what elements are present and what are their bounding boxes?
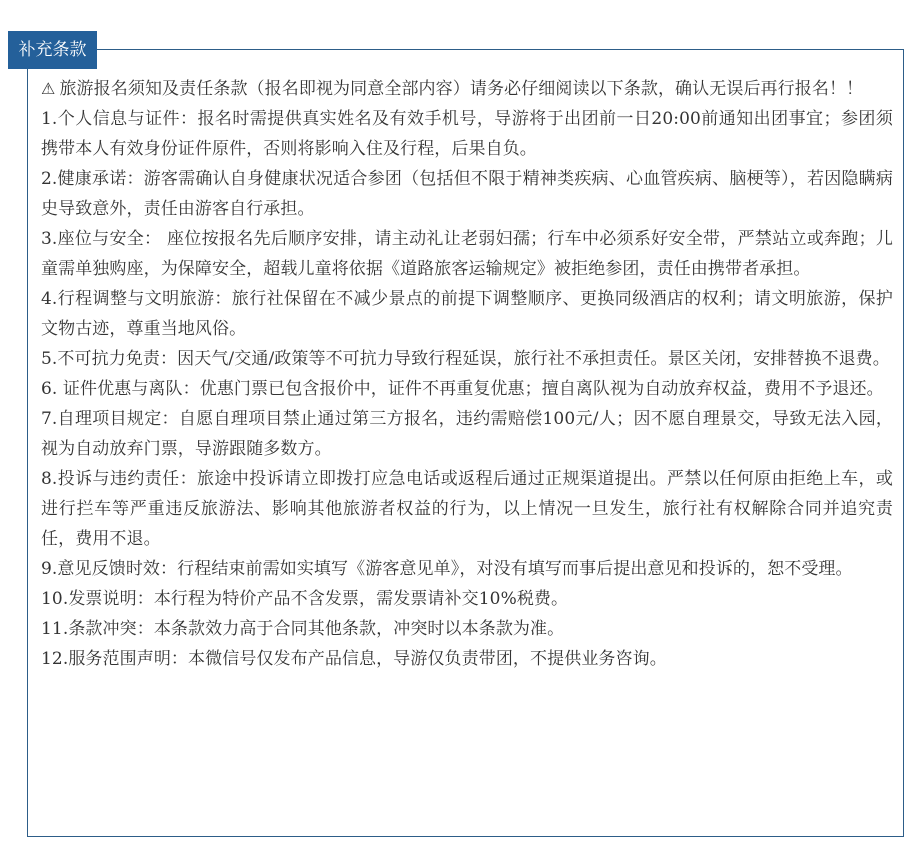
- clause-4: 4.行程调整与文明旅游：旅行社保留在不减少景点的前提下调整顺序、更换同级酒店的权利；请文明旅游，保护文物古迹，尊重当地风俗。: [41, 289, 893, 339]
- intro-text: 旅游报名须知及责任条款（报名即视为同意全部内容）请务必仔细阅读以下条款，确认无误后再行报名！！: [59, 79, 864, 99]
- clause-9: 9.意见反馈时效：行程结束前需如实填写《游客意见单》，对没有填写而事后提出意见和投诉的，恕不受理。: [41, 559, 853, 579]
- clause-3: 3.座位与安全： 座位按报名先后顺序安排，请主动礼让老弱妇孺；行车中必须系好安全带，严禁站立或奔跑；儿童需单独购座，为保障安全，超载儿童将依据《道路旅客运输规定》被拒绝参团，责任由携带者承担。: [41, 229, 893, 279]
- clause-6: 6. 证件优惠与离队：优惠门票已包含报价中，证件不再重复优惠；擅自离队视为自动放弃权益，费用不予退还。: [41, 379, 884, 399]
- section-title: 补充条款: [8, 31, 97, 69]
- clause-7: 7.自理项目规定：自愿自理项目禁止通过第三方报名，违约需赔偿100元/人；因不愿自理景交，导致无法入园，视为自动放弃门票，导游跟随多数方。: [41, 409, 893, 459]
- warning-icon: ⚠: [41, 79, 56, 98]
- title-divider: [97, 49, 102, 50]
- clause-5: 5.不可抗力免责：因天气/交通/政策等不可抗力导致行程延误，旅行社不承担责任。景区关闭，安排替换不退费。: [41, 349, 890, 369]
- terms-content: [41, 74, 893, 674]
- clause-12: 12.服务范围声明：本微信号仅发布产品信息，导游仅负责带团，不提供业务咨询。: [41, 649, 667, 669]
- clause-2: 2.健康承诺：游客需确认自身健康状况适合参团（包括但不限于精神类疾病、心血管疾病、脑梗等），若因隐瞒病史导致意外，责任由游客自行承担。: [41, 169, 893, 219]
- clause-1: 1.个人信息与证件：报名时需提供真实姓名及有效手机号，导游将于出团前一日20:00前通知出团事宜；参团须携带本人有效身份证件原件，否则将影响入住及行程，后果自负。: [41, 109, 893, 159]
- clause-8: 8.投诉与违约责任：旅途中投诉请立即拨打应急电话或返程后通过正规渠道提出。严禁以任何原由拒绝上车，或进行拦车等严重违反旅游法、影响其他旅游者权益的行为，以上情况一旦发生，旅行社有权解除合同并追究责任，费用不退。: [41, 469, 893, 549]
- clause-10: 10.发票说明：本行程为特价产品不含发票，需发票请补交10%税费。: [41, 589, 569, 609]
- clause-11: 11.条款冲突：本条款效力高于合同其他条款，冲突时以本条款为准。: [41, 619, 565, 639]
- intro-paragraph: [41, 74, 893, 104]
